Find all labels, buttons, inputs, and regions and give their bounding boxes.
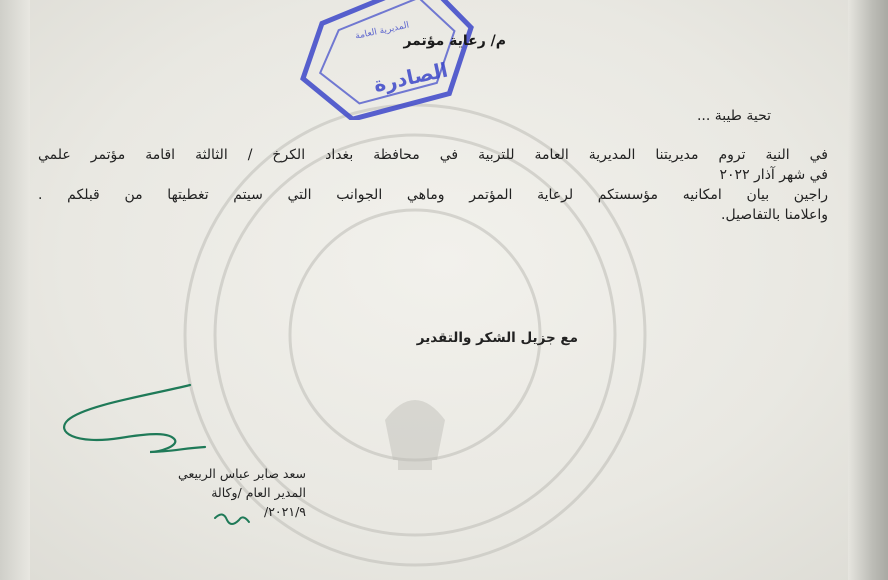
signatory-name: سعد صابر عباس الربيعي <box>178 466 306 481</box>
letter-date: ٢٠٢١/٩/ <box>264 504 306 519</box>
letter-greeting: تحية طيبة ... <box>696 108 771 124</box>
body-line: في شهر آذار ٢٠٢٢ <box>719 167 828 183</box>
body-line: واعلامنا بالتفاصيل. <box>721 207 828 223</box>
signatory-title: المدير العام /وكالة <box>211 485 306 500</box>
stamp-title: الصادرة <box>371 57 450 97</box>
letter-subject: م/ رعاية مؤتمر <box>403 33 506 49</box>
letter-closing: مع جزيل الشكر والتقدير <box>416 330 578 346</box>
body-line: في النية تروم مديريتنا المديرية العامة للتربية في محافظة بغداد الكرخ / الثالثة اقامة مؤتمر علمي <box>38 147 828 163</box>
body-line: راجين بيان امكانيه مؤسستكم لرعاية المؤتمر وماهي الجوانب التي سيتم تغطيتها من قبلكم . <box>38 187 828 203</box>
stamp-inner-text: المديرية العامة <box>354 20 411 42</box>
